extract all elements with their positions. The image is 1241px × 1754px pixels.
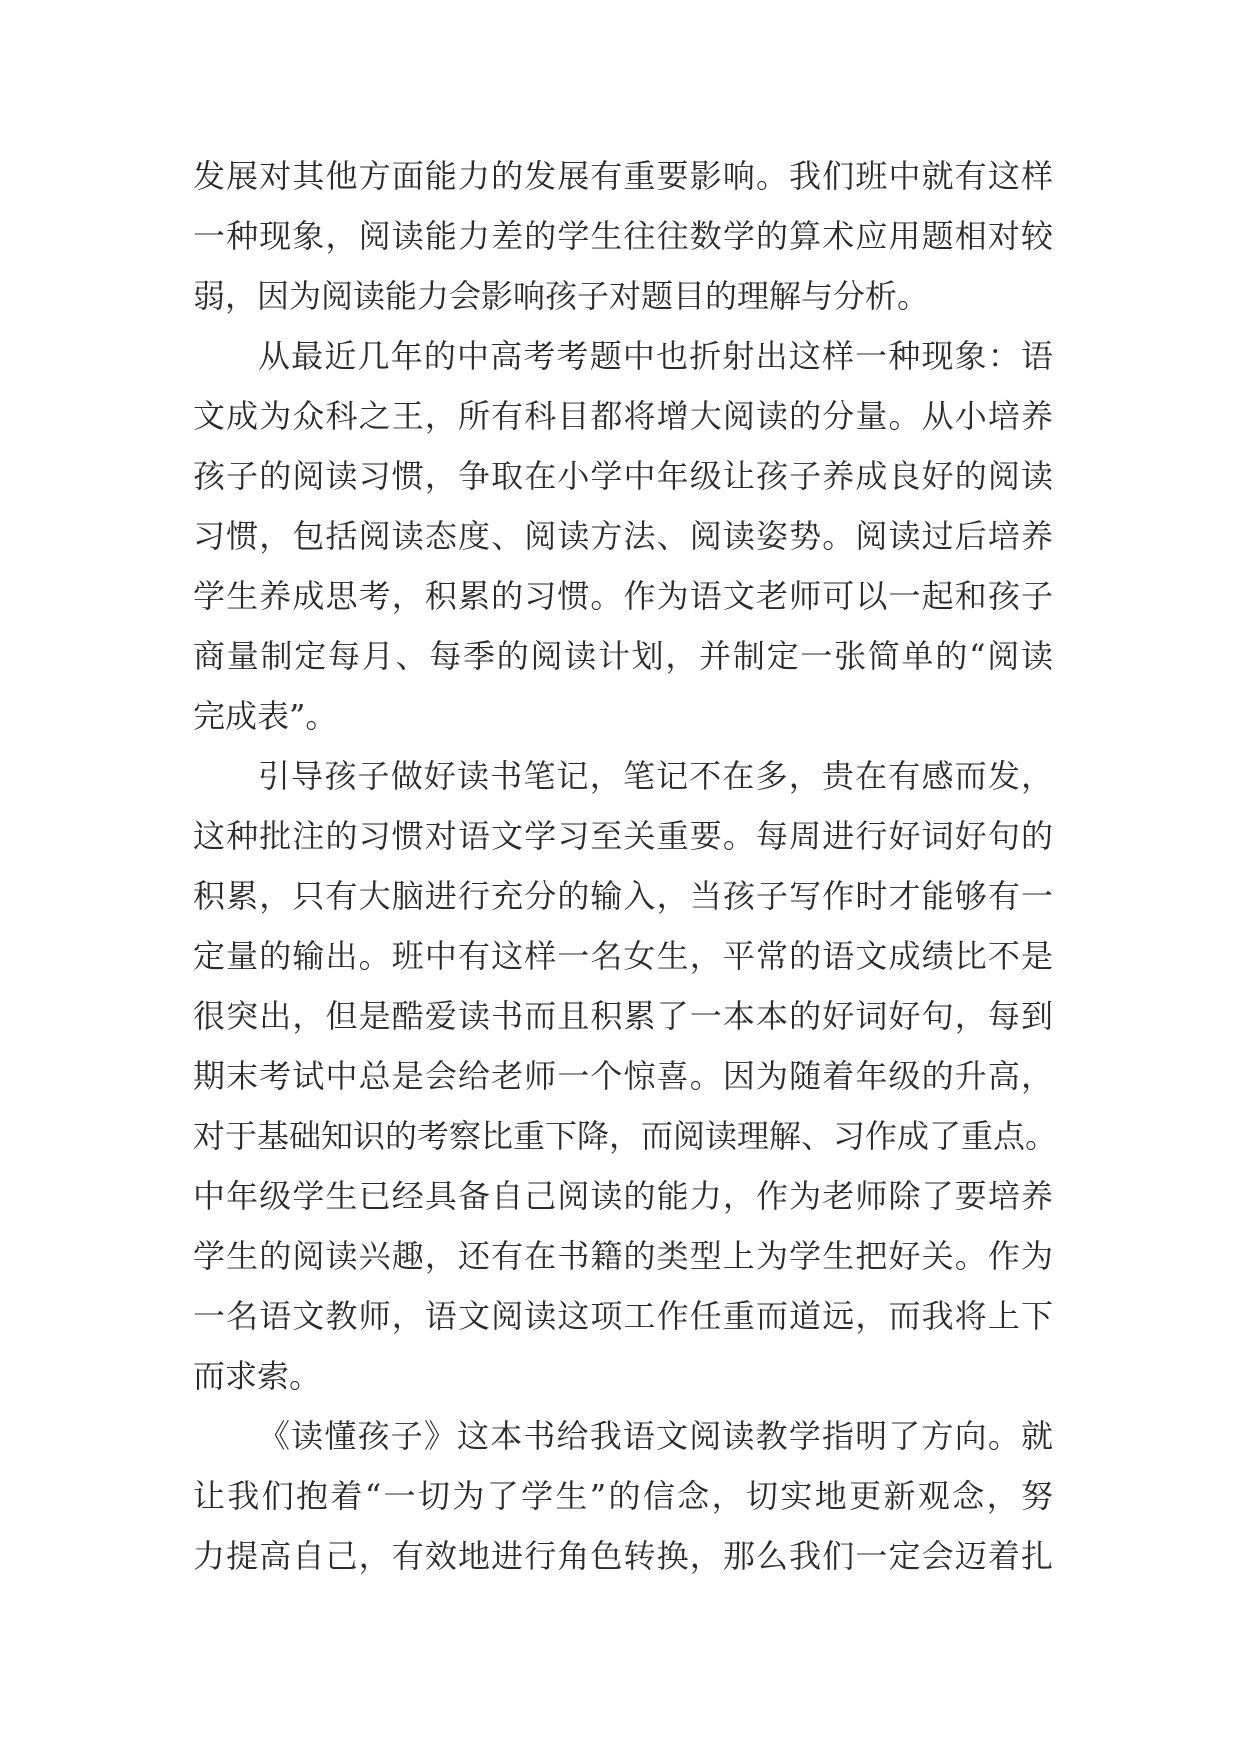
text-line: 很突出，但是酷爱读书而且积累了一本本的好词好句，每到 [193, 997, 1053, 1035]
text-line: 学生的阅读兴趣，还有在书籍的类型上为学生把好关。作为 [193, 1237, 1053, 1275]
text-line: 从最近几年的中高考考题中也折射出这样一种现象：语 [258, 337, 1053, 375]
text-line: 习惯，包括阅读态度、阅读方法、阅读姿势。阅读过后培养 [193, 517, 1053, 555]
text-line: 中年级学生已经具备自己阅读的能力，作为老师除了要培养 [193, 1177, 1053, 1215]
text-line: 定量的输出。班中有这样一名女生，平常的语文成绩比不是 [193, 937, 1053, 975]
text-line: 期末考试中总是会给老师一个惊喜。因为随着年级的升高， [193, 1057, 1053, 1095]
text-line: 引导孩子做好读书笔记，笔记不在多，贵在有感而发， [258, 757, 1053, 795]
text-line: 学生养成思考，积累的习惯。作为语文老师可以一起和孩子 [193, 577, 1053, 615]
text-line: 对于基础知识的考察比重下降，而阅读理解、习作成了重点。 [193, 1117, 1058, 1155]
text-line: 弱，因为阅读能力会影响孩子对题目的理解与分析。 [193, 277, 930, 315]
text-line: 力提高自己，有效地进行角色转换，那么我们一定会迈着扎 [193, 1537, 1053, 1575]
text-line: 而求索。 [193, 1357, 322, 1395]
text-line: 文成为众科之王，所有科目都将增大阅读的分量。从小培养 [193, 397, 1053, 435]
text-line: 让我们抱着“一切为了学生”的信念，切实地更新观念，努 [193, 1477, 1053, 1515]
text-line: 完成表”。 [193, 697, 338, 735]
text-line: 发展对其他方面能力的发展有重要影响。我们班中就有这样 [193, 157, 1053, 195]
text-line: 孩子的阅读习惯，争取在小学中年级让孩子养成良好的阅读 [193, 457, 1053, 495]
text-line: 一种现象，阅读能力差的学生往往数学的算术应用题相对较 [193, 217, 1053, 255]
text-line: 《读懂孩子》这本书给我语文阅读教学指明了方向。就 [258, 1417, 1053, 1455]
text-line: 商量制定每月、每季的阅读计划，并制定一张简单的“阅读 [193, 637, 1053, 675]
text-line: 这种批注的习惯对语文学习至关重要。每周进行好词好句的 [193, 817, 1053, 855]
text-line: 一名语文教师，语文阅读这项工作任重而道远，而我将上下 [193, 1297, 1053, 1335]
text-line: 积累，只有大脑进行充分的输入，当孩子写作时才能够有一 [193, 877, 1053, 915]
